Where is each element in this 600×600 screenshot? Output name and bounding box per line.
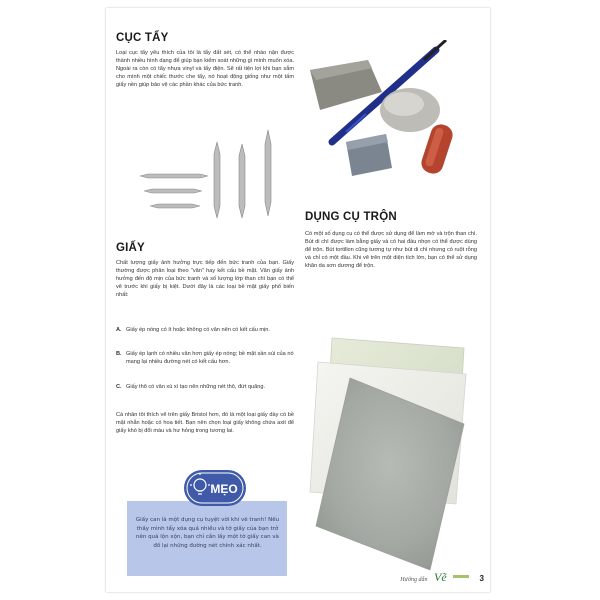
tip-body: Giấy can là một dụng cụ tuyệt vời khi vẽ tranh! Nếu thấy mình tẩy xóa quá nhiều và tờ giấy của bạn trở nên quá lộn xộn, bạn chỉ cần lấy một tờ giấy can và đồ lại những đường nét chính xác nhất. — [135, 517, 280, 549]
round-eraser-highlight — [384, 92, 424, 116]
blending-body: Có một số dụng cụ có thể được sử dụng để làm mờ và trộn than chì. Bút di chì được làm bằng giấy và có hai đầu nhọn có thể được dùng để trộn. Bút tortillon cũng tương tự như bút di chì nhưng có ruột rỗng và chỉ có một đầu. Khi vẽ trên một diện tích lớn, bạn có thể sử dụng khăn da sơn dương để trộn. — [305, 231, 477, 270]
tip-box — [127, 501, 287, 576]
paper-type-a — [116, 326, 294, 346]
series-prefix: Hướng dẫn — [400, 577, 428, 583]
paper-type-b — [116, 350, 294, 378]
paper-type-text: Giấy ép nóng có ít hoặc không có vân nên có kết cấu mịn. — [126, 327, 270, 333]
paper-title: GIẤY — [116, 242, 145, 254]
paper-type-letter: C. — [116, 384, 122, 390]
paper-type-letter: A. — [116, 327, 122, 333]
series-logo-bar — [453, 575, 469, 578]
book-page — [106, 8, 490, 592]
eraser-photo — [306, 40, 466, 180]
series-logo: Vẽ — [433, 570, 447, 584]
blending-title: DỤNG CỤ TRỘN — [305, 211, 397, 223]
blending-stumps-photo — [138, 128, 288, 223]
paper-type-text: Giấy ép lạnh có nhiều vân hơn giấy ép nóng; bề mặt sần sùi của nó mang lại nhiều đường nét có kết cấu hơn. — [126, 351, 294, 366]
kneaded-eraser — [310, 60, 382, 110]
red-eraser — [419, 122, 455, 176]
paper-outro: Cá nhân tôi thích vẽ trên giấy Bristol hơn, đó là một loại giấy dày có bề mặt nhẵn hoặc có hoa tiết. Bạn nên chọn loại giấy không chứa axit để giấy khó bị đổi màu và hư hỏng trong tương lai. — [116, 412, 294, 435]
paper-samples-photo — [306, 334, 474, 572]
page-footer — [400, 568, 484, 582]
tip-badge-label: MẸO — [210, 482, 238, 496]
paper-type-text: Giấy thô có vân xù xì tạo nên những nét thô, đứt quãng. — [126, 384, 266, 390]
paper-type-c — [116, 383, 294, 403]
page-number: 3 — [479, 574, 484, 583]
gray-eraser — [346, 134, 392, 176]
eraser-title: CỤC TẨY — [116, 32, 169, 44]
paper-type-letter: B. — [116, 351, 122, 357]
eraser-body: Loại cục tẩy yêu thích của tôi là tẩy đất sét, có thể nhào nặn được thành nhiều hình dạng để giúp bạn kiểm soát những gì mình muốn xóa. Ngoài ra còn có tẩy nhựa vinyl và tẩy điện. Sẽ rất tiện lợi khi bạn sắm cho mình một chiếc thước che tẩy, nó hoạt động giống như một tấm giấy nền giúp bảo vệ các phần khác của bức tranh. — [116, 50, 294, 89]
paper-intro: Chất lượng giấy ảnh hưởng trực tiếp đến bức tranh của bạn. Giấy thường được phân loại theo "vân" hay kết cấu bề mặt. Vân giấy ảnh hưởng đến độ mịn của bức tranh và số lượng lớp than chì bạn có thể vẽ trước khi giấy bị kiệt. Dưới đây là các loại bề mặt giấy phổ biến nhất: — [116, 260, 294, 299]
tip-badge — [184, 468, 248, 510]
